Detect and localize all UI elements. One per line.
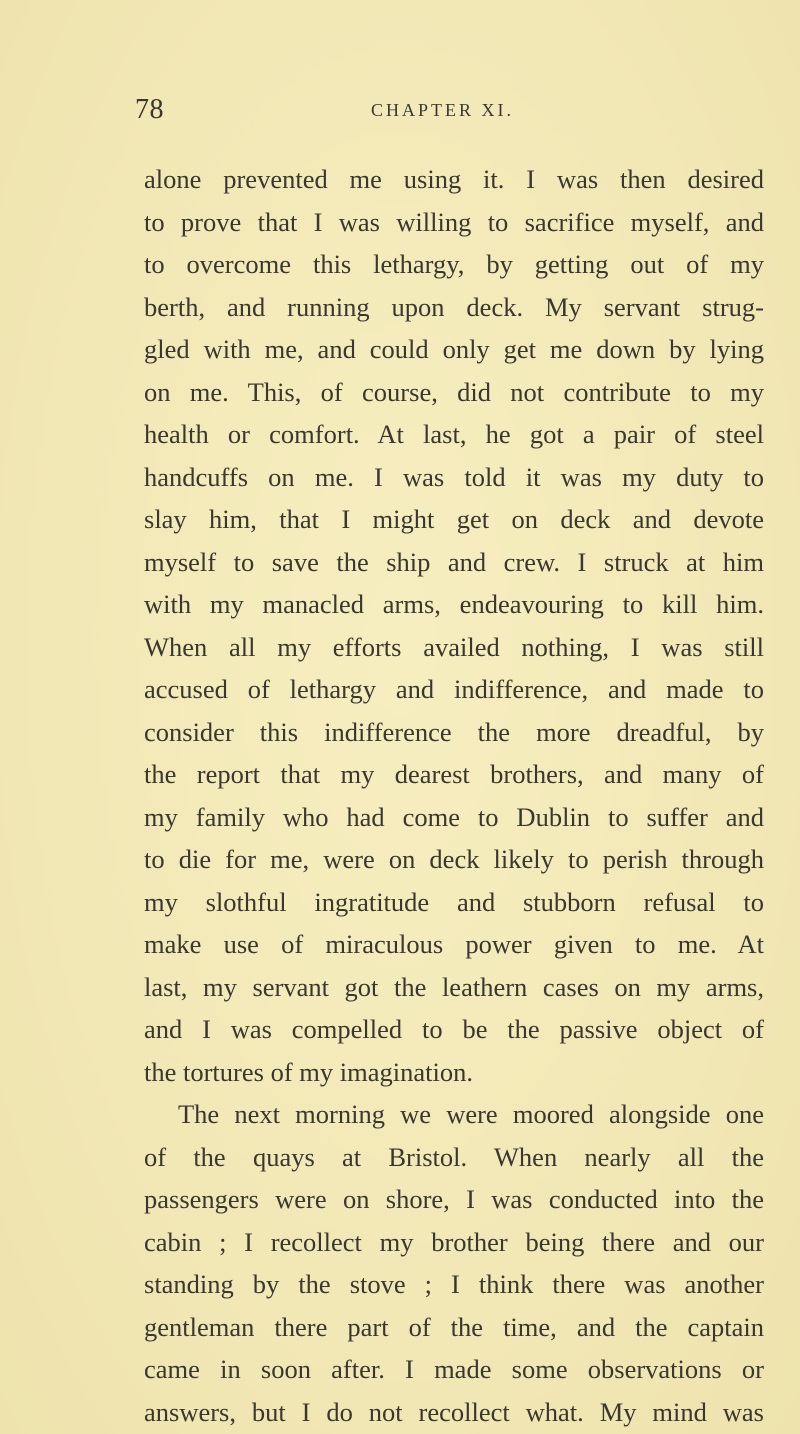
text-line: to overcome this lethargy, by getting out of my bbox=[144, 249, 764, 279]
body-text bbox=[144, 158, 764, 1433]
text-line: and I was compelled to be the passive object of bbox=[144, 1014, 764, 1044]
text-line: berth, and running upon deck. My servant strug- bbox=[144, 291, 764, 322]
text-line: came in soon after. I made some observations or bbox=[144, 1354, 764, 1384]
text-line: myself to save the ship and crew. I struck at him bbox=[144, 546, 764, 577]
paragraph-end-line: the tortures of my imagination. bbox=[144, 1056, 473, 1087]
page-header bbox=[0, 94, 800, 134]
text-line: alone prevented me using it. I was then desired bbox=[144, 164, 764, 194]
text-line: consider this indifference the more dreadful, by bbox=[144, 716, 764, 747]
page-number: 78 bbox=[135, 94, 164, 125]
text-line: to prove that I was willing to sacrifice myself, and bbox=[144, 206, 764, 237]
text-line: When all my efforts availed nothing, I was still bbox=[144, 631, 764, 662]
text-line: my family who had come to Dublin to suffer and bbox=[144, 801, 764, 832]
text-line: health or comfort. At last, he got a pair of steel bbox=[144, 419, 764, 449]
text-line: last, my servant got the leathern cases on my arms, bbox=[144, 971, 764, 1002]
text-line: to die for me, were on deck likely to perish through bbox=[144, 844, 764, 874]
text-line: the report that my dearest brothers, and many of bbox=[144, 759, 764, 789]
text-line: handcuffs on me. I was told it was my duty to bbox=[144, 461, 764, 492]
text-line: answers, but I do not recollect what. My mind was bbox=[144, 1396, 764, 1427]
text-line: make use of miraculous power given to me. At bbox=[144, 929, 764, 959]
text-line: of the quays at Bristol. When nearly all the bbox=[144, 1141, 764, 1172]
text-line: my slothful ingratitude and stubborn refusal to bbox=[144, 886, 764, 917]
paragraph-start-line: The next morning we were moored alongside one bbox=[178, 1099, 764, 1129]
text-line: accused of lethargy and indifference, and made to bbox=[144, 674, 764, 704]
text-line: cabin ; I recollect my brother being there and our bbox=[144, 1226, 764, 1257]
text-line: on me. This, of course, did not contribute to my bbox=[144, 376, 764, 407]
text-line: slay him, that I might get on deck and devote bbox=[144, 504, 764, 534]
text-line: standing by the stove ; I think there was another bbox=[144, 1269, 764, 1299]
text-line: gentleman there part of the time, and the captain bbox=[144, 1311, 764, 1342]
text-line: gled with me, and could only get me down by lying bbox=[144, 334, 764, 364]
running-head: CHAPTER XI. bbox=[371, 100, 515, 120]
text-line: passengers were on shore, I was conducted into the bbox=[144, 1184, 764, 1214]
text-line: with my manacled arms, endeavouring to kill him. bbox=[144, 589, 764, 619]
